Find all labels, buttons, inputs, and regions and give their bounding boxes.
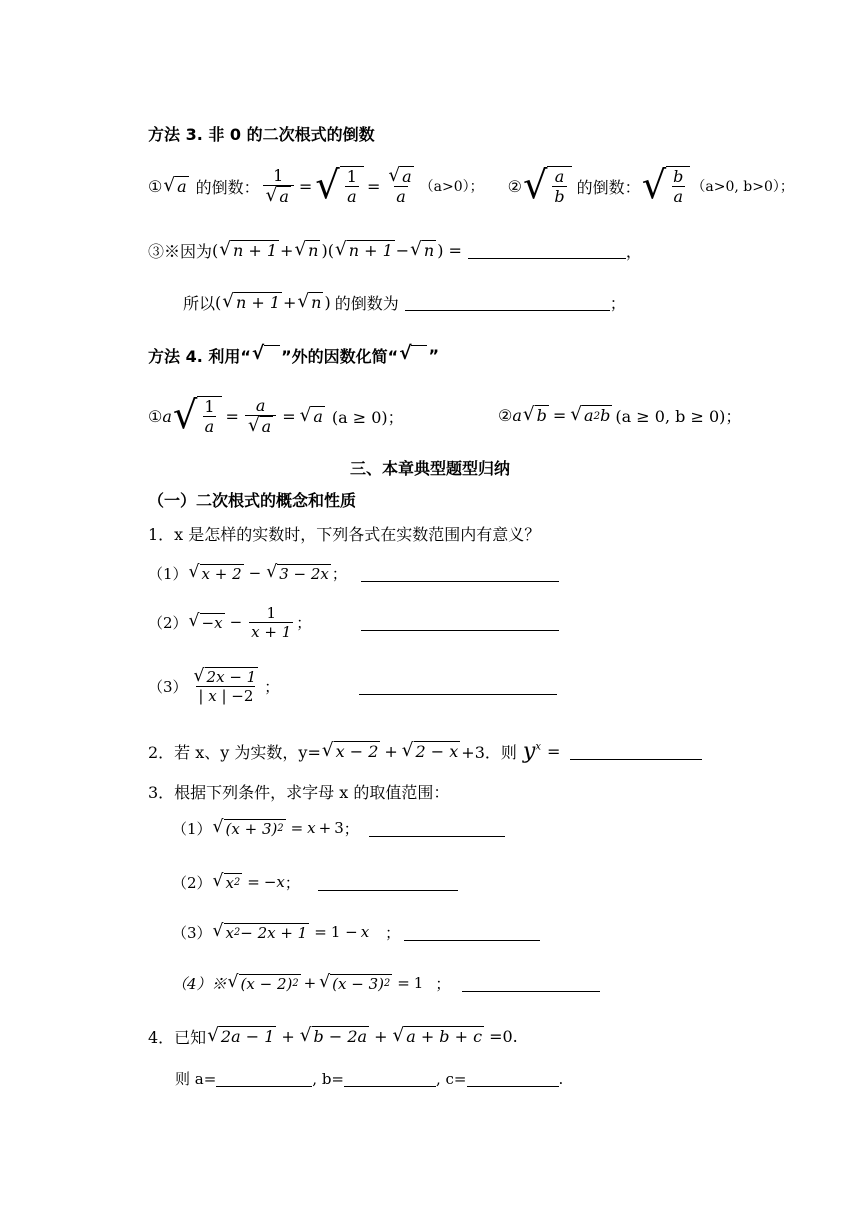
answer-blank-c[interactable] — [467, 1070, 559, 1087]
q1-part1: （1） √ x + 2 − √ 3 − 2x ； — [148, 560, 559, 586]
label-reciprocal: 的倒数： — [195, 177, 260, 197]
q3-part1: （1） √ (x + 3) 2 = x + 3 ； — [172, 814, 505, 842]
q2: 2．若 x、y 为实数，y= √ x − 2 + √ 2 − x +3．则 $y^x$ = — [148, 736, 702, 766]
method3-item3b: 所以 ( √ n + 1 + √ n ) 的倒数为 ； — [183, 290, 626, 313]
frac-sqrt-a-over-a: √ a a — [388, 164, 412, 207]
q4-answers: 则 a= , b= , c= . — [175, 1069, 564, 1088]
item3-prefix: ③※因为 — [148, 241, 213, 261]
q3-part4: （4）※ √ (x − 2) 2 + √ (x − 3) 2 = 1 ； — [172, 968, 600, 998]
answer-blank-q3-4[interactable] — [462, 975, 600, 992]
answer-blank-q1-2[interactable] — [361, 614, 559, 631]
answer-blank-a[interactable] — [216, 1070, 312, 1087]
answer-blank-3a[interactable] — [468, 242, 626, 259]
radical-symbol-2: √ — [399, 345, 427, 364]
answer-blank-q3-3[interactable] — [404, 924, 540, 941]
q4-stem: 4．已知 √ 2a − 1 + √ b − 2a + √ a + b + c =0. — [148, 1024, 518, 1047]
method4-title: 方法 4. 利用“ √ ”外的因数化简“ √ ” — [148, 343, 439, 366]
sqrt-a-over-b: √ $\frac{a}{b}$ — [523, 166, 572, 206]
answer-blank-b[interactable] — [344, 1070, 436, 1087]
sqrt-1-over-a: √ $\frac{1}{a}$ — [315, 166, 364, 206]
sqrt-b-over-a: √ $\frac{b}{a}$ — [642, 166, 691, 206]
answer-blank-q2[interactable] — [570, 743, 702, 760]
cond-ab-pos: （a>0, b>0）； — [691, 179, 794, 195]
circled-1: ① — [148, 176, 163, 196]
method4-item1: ① a √ $\frac{1}{a}$ = a √ a = √ a (a ≥ 0)； — [148, 392, 404, 438]
method3-item1: ① √ a 的倒数： 1 √ a = √ $\frac{1}{a}$ = √ a a （a>0）； ② √ $\frac{a}{b}$ 的倒数： √ $\frac{b}{a}$ （a>0, b>0）； — [148, 162, 794, 208]
sqrt-a: √ a — [163, 174, 187, 196]
frac-1-over-sqrt-a: 1 √ a — [263, 166, 294, 206]
method3-item3: ③※因为 ( √ n + 1 + √ n )( √ n + 1 − √ n ) = ， — [148, 238, 642, 261]
q1-part2: （2） √ −x − $\frac{1}{x + 1}$ ； — [148, 598, 559, 646]
q3-part3: （3） √ x 2 − 2x + 1 = 1 − x ； — [172, 918, 540, 946]
answer-blank-q3-1[interactable] — [369, 820, 505, 837]
q3-stem: 3．根据下列条件，求字母 x 的取值范围： — [148, 783, 450, 802]
radical-symbol: √ — [252, 345, 280, 364]
label-reciprocal-2: 的倒数： — [576, 177, 641, 197]
q1-part3: （3） √ 2x − 1 | x | −2 ； — [148, 658, 557, 714]
answer-blank-q3-2[interactable] — [318, 874, 458, 891]
q3-part2: （2） √ x 2 = −x ； — [172, 868, 458, 896]
section-title: 三、本章典型题型归纳 — [350, 459, 511, 478]
q1-stem: 1．x 是怎样的实数时，下列各式在实数范围内有意义？ — [148, 525, 541, 544]
answer-blank-q1-3[interactable] — [359, 678, 557, 695]
method4-item2: ② a √ b = √ a 2 b (a ≥ 0, b ≥ 0)； — [498, 403, 742, 426]
answer-blank-q1-1[interactable] — [361, 565, 559, 582]
answer-blank-3b[interactable] — [405, 294, 610, 311]
subsection-title: （一）二次根式的概念和性质 — [148, 491, 357, 510]
cond-a-pos: （a>0）； — [419, 179, 484, 195]
circled-2: ② — [507, 176, 522, 196]
method3-title: 方法 3. 非 0 的二次根式的倒数 — [148, 125, 375, 144]
